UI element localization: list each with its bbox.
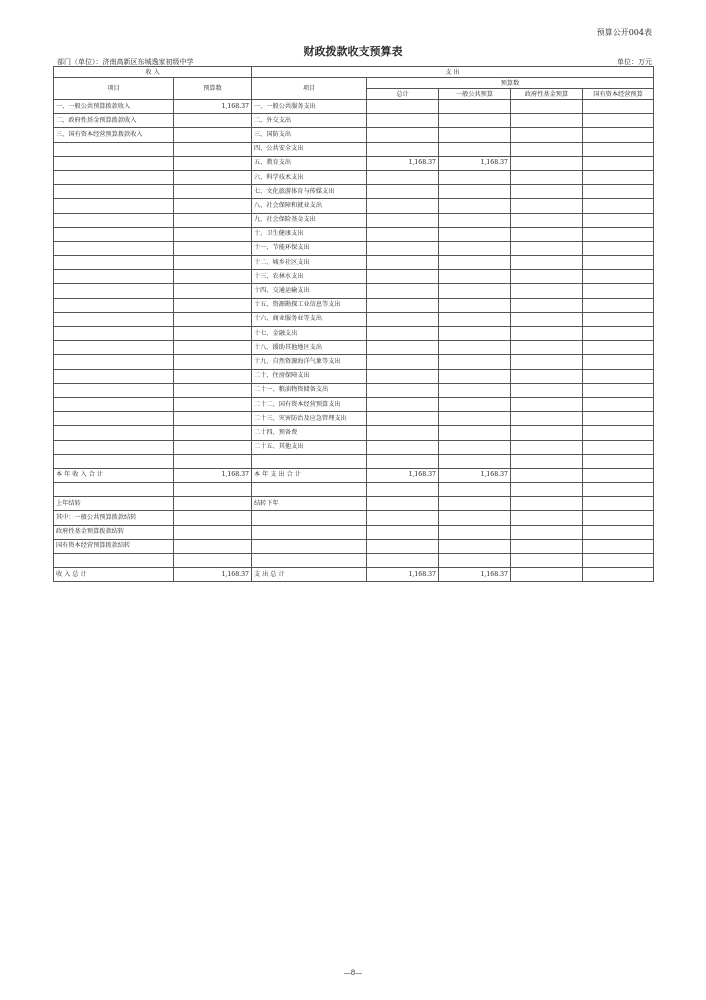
expense-item-cell: 十一、节能环保支出: [252, 241, 367, 255]
general-public-cell: [439, 327, 511, 341]
income-amount-cell: [174, 241, 252, 255]
income-item-cell: [54, 440, 174, 454]
table-row: [54, 369, 654, 383]
state-capital-cell: [583, 341, 654, 355]
table-row: [54, 312, 654, 326]
income-item-cell: [54, 454, 174, 468]
table-row: [54, 284, 654, 298]
total-cell: [367, 241, 439, 255]
expense-item-cell: 十九、自然资源海洋气象等支出: [252, 355, 367, 369]
income-item-cell: 收 入 总 计: [54, 568, 174, 582]
income-item-cell: [54, 327, 174, 341]
general-public-cell: [439, 100, 511, 114]
income-amount-cell: [174, 156, 252, 170]
gov-fund-cell: [511, 199, 583, 213]
page-title: 财政拨款收支预算表: [303, 45, 403, 58]
expense-item-cell: [252, 483, 367, 497]
gov-fund-cell: [511, 128, 583, 142]
gov-fund-cell: [511, 170, 583, 184]
total-cell: [367, 298, 439, 312]
general-public-cell: [439, 284, 511, 298]
income-amount-cell: [174, 256, 252, 270]
income-amount-cell: [174, 539, 252, 553]
income-item-cell: [54, 483, 174, 497]
general-public-cell: [439, 383, 511, 397]
budget-amount-group-header: 预算数: [367, 78, 654, 89]
general-public-cell: [439, 497, 511, 511]
total-cell: [367, 497, 439, 511]
gov-fund-cell: [511, 284, 583, 298]
general-public-cell: [439, 483, 511, 497]
state-capital-cell: [583, 114, 654, 128]
income-item-cell: [54, 383, 174, 397]
state-capital-cell: [583, 170, 654, 184]
gov-fund-cell: [511, 114, 583, 128]
income-amount-cell: [174, 383, 252, 397]
income-amount-cell: [174, 270, 252, 284]
total-cell: [367, 412, 439, 426]
expense-item-cell: 二十二、国有资本经营预算支出: [252, 397, 367, 411]
gov-fund-cell: [511, 298, 583, 312]
general-public-cell: [439, 397, 511, 411]
total-cell: [367, 199, 439, 213]
state-capital-header: 国有资本经营预算: [583, 89, 654, 100]
income-item-cell: [54, 369, 174, 383]
table-row: [54, 100, 654, 114]
general-public-cell: [439, 142, 511, 156]
gov-fund-cell: [511, 383, 583, 397]
gov-fund-cell: [511, 497, 583, 511]
table-row: [54, 554, 654, 568]
general-public-cell: 1,168.37: [439, 468, 511, 482]
table-row: [54, 525, 654, 539]
general-public-cell: [439, 511, 511, 525]
general-public-cell: [439, 170, 511, 184]
general-public-cell: [439, 270, 511, 284]
state-capital-cell: [583, 412, 654, 426]
income-amount-cell: [174, 185, 252, 199]
income-amount-cell: [174, 397, 252, 411]
income-amount-cell: [174, 142, 252, 156]
state-capital-cell: [583, 483, 654, 497]
expense-item-cell: 三、国防支出: [252, 128, 367, 142]
income-amount-cell: [174, 298, 252, 312]
income-item-cell: 上年结转: [54, 497, 174, 511]
gov-fund-cell: [511, 341, 583, 355]
gov-fund-cell: [511, 426, 583, 440]
income-item-cell: 二、政府性基金预算拨款收入: [54, 114, 174, 128]
expense-item-cell: [252, 525, 367, 539]
gov-fund-cell: [511, 369, 583, 383]
table-row: [54, 511, 654, 525]
income-item-cell: [54, 341, 174, 355]
table-row: [54, 568, 654, 582]
income-item-cell: [54, 412, 174, 426]
income-amount-cell: [174, 213, 252, 227]
state-capital-cell: [583, 539, 654, 553]
table-row: [54, 156, 654, 170]
income-amount-cell: [174, 369, 252, 383]
expense-item-cell: 六、科学技术支出: [252, 170, 367, 184]
state-capital-cell: [583, 199, 654, 213]
total-cell: 1,168.37: [367, 468, 439, 482]
income-amount-cell: [174, 412, 252, 426]
income-amount-cell: [174, 327, 252, 341]
state-capital-cell: [583, 100, 654, 114]
table-row: [54, 440, 654, 454]
income-item-cell: [54, 426, 174, 440]
total-cell: [367, 426, 439, 440]
total-cell: [367, 284, 439, 298]
expense-item-cell: [252, 511, 367, 525]
state-capital-cell: [583, 256, 654, 270]
expense-item-cell: 十六、商业服务业等支出: [252, 312, 367, 326]
gov-fund-header: 政府性基金预算: [511, 89, 583, 100]
income-item-header: 项目: [54, 78, 174, 100]
general-public-cell: [439, 185, 511, 199]
gov-fund-cell: [511, 241, 583, 255]
general-public-cell: [439, 412, 511, 426]
income-amount-cell: [174, 440, 252, 454]
total-cell: [367, 483, 439, 497]
total-cell: [367, 454, 439, 468]
total-cell: 1,168.37: [367, 156, 439, 170]
total-cell: [367, 128, 439, 142]
state-capital-cell: [583, 298, 654, 312]
expense-item-cell: 二十、住房保障支出: [252, 369, 367, 383]
income-item-cell: [54, 397, 174, 411]
income-amount-cell: [174, 284, 252, 298]
table-row: [54, 426, 654, 440]
general-public-cell: [439, 256, 511, 270]
state-capital-cell: [583, 270, 654, 284]
gov-fund-cell: [511, 100, 583, 114]
income-item-cell: 一、一般公共预算拨款收入: [54, 100, 174, 114]
income-amount-cell: [174, 114, 252, 128]
expense-group-header: 支 出: [252, 67, 654, 78]
table-row: [54, 241, 654, 255]
income-amount-cell: [174, 312, 252, 326]
general-public-cell: [439, 554, 511, 568]
expense-item-cell: 二十三、灾害防治及应急管理支出: [252, 412, 367, 426]
table-row: [54, 256, 654, 270]
income-amount-cell: [174, 483, 252, 497]
total-cell: [367, 185, 439, 199]
table-row: [54, 185, 654, 199]
table-row: [54, 383, 654, 397]
expense-item-cell: 七、文化旅游体育与传媒支出: [252, 185, 367, 199]
income-item-cell: [54, 156, 174, 170]
expense-item-cell: 十二、城乡社区支出: [252, 256, 367, 270]
general-public-cell: [439, 539, 511, 553]
state-capital-cell: [583, 327, 654, 341]
income-item-cell: [54, 256, 174, 270]
general-public-cell: [439, 298, 511, 312]
general-public-cell: [439, 227, 511, 241]
general-public-cell: [439, 114, 511, 128]
expense-item-cell: 一、一般公共服务支出: [252, 100, 367, 114]
table-row: [54, 227, 654, 241]
table-row: [54, 355, 654, 369]
expense-item-cell: 十四、交通运输支出: [252, 284, 367, 298]
table-row: [54, 327, 654, 341]
gov-fund-cell: [511, 397, 583, 411]
income-amount-cell: [174, 355, 252, 369]
table-row: [54, 199, 654, 213]
budget-table: [53, 66, 654, 582]
income-item-cell: 三、国有资本经营预算拨款收入: [54, 128, 174, 142]
expense-item-cell: 十八、援助其他地区支出: [252, 341, 367, 355]
unit-label: 单位：万元: [617, 58, 652, 66]
general-public-cell: 1,168.37: [439, 568, 511, 582]
table-row: [54, 397, 654, 411]
income-item-cell: [54, 199, 174, 213]
general-public-cell: [439, 241, 511, 255]
state-capital-cell: [583, 397, 654, 411]
gov-fund-cell: [511, 185, 583, 199]
gov-fund-cell: [511, 525, 583, 539]
table-row: [54, 170, 654, 184]
table-row: [54, 114, 654, 128]
total-cell: [367, 397, 439, 411]
total-cell: [367, 227, 439, 241]
gov-fund-cell: [511, 156, 583, 170]
table-row: [54, 539, 654, 553]
state-capital-cell: [583, 355, 654, 369]
general-public-cell: [439, 454, 511, 468]
total-cell: [367, 511, 439, 525]
table-row: [54, 298, 654, 312]
general-public-header: 一般公共预算: [439, 89, 511, 100]
income-amount-cell: [174, 511, 252, 525]
table-row: [54, 128, 654, 142]
gov-fund-cell: [511, 554, 583, 568]
income-amount-cell: [174, 525, 252, 539]
income-item-cell: [54, 298, 174, 312]
total-cell: [367, 355, 439, 369]
total-cell: 1,168.37: [367, 568, 439, 582]
income-item-cell: [54, 554, 174, 568]
total-cell: [367, 554, 439, 568]
table-row: [54, 497, 654, 511]
general-public-cell: [439, 341, 511, 355]
total-cell: [367, 213, 439, 227]
income-budget-header: 预算数: [174, 78, 252, 100]
expense-item-header: 项目: [252, 78, 367, 100]
income-amount-cell: [174, 497, 252, 511]
general-public-cell: [439, 128, 511, 142]
total-cell: [367, 525, 439, 539]
expense-item-cell: 二、外交支出: [252, 114, 367, 128]
expense-item-cell: 五、教育支出: [252, 156, 367, 170]
income-item-cell: 其中：一般公共预算拨款结转: [54, 511, 174, 525]
gov-fund-cell: [511, 483, 583, 497]
table-row: [54, 454, 654, 468]
expense-item-cell: 支 出 总 计: [252, 568, 367, 582]
state-capital-cell: [583, 383, 654, 397]
table-row: [54, 483, 654, 497]
state-capital-cell: [583, 227, 654, 241]
total-cell: [367, 383, 439, 397]
expense-item-cell: 二十四、预备费: [252, 426, 367, 440]
gov-fund-cell: [511, 468, 583, 482]
expense-item-cell: 结转下年: [252, 497, 367, 511]
general-public-cell: [439, 369, 511, 383]
gov-fund-cell: [511, 256, 583, 270]
total-cell: [367, 369, 439, 383]
income-group-header: 收 入: [54, 67, 252, 78]
expense-item-cell: 本 年 支 出 合 计: [252, 468, 367, 482]
table-row: [54, 213, 654, 227]
total-cell: [367, 312, 439, 326]
income-item-cell: [54, 284, 174, 298]
total-cell: [367, 170, 439, 184]
expense-item-cell: [252, 454, 367, 468]
expense-item-cell: 二十一、粮油物资储备支出: [252, 383, 367, 397]
state-capital-cell: [583, 554, 654, 568]
gov-fund-cell: [511, 355, 583, 369]
gov-fund-cell: [511, 412, 583, 426]
income-item-cell: [54, 270, 174, 284]
income-item-cell: [54, 241, 174, 255]
general-public-cell: 1,168.37: [439, 156, 511, 170]
income-amount-cell: [174, 554, 252, 568]
state-capital-cell: [583, 454, 654, 468]
general-public-cell: [439, 525, 511, 539]
total-header: 总计: [367, 89, 439, 100]
expense-item-cell: 四、公共安全支出: [252, 142, 367, 156]
general-public-cell: [439, 199, 511, 213]
gov-fund-cell: [511, 511, 583, 525]
expense-item-cell: 十七、金融支出: [252, 327, 367, 341]
state-capital-cell: [583, 128, 654, 142]
income-amount-cell: [174, 170, 252, 184]
table-row: [54, 341, 654, 355]
expense-item-cell: [252, 554, 367, 568]
expense-item-cell: 二十五、其他支出: [252, 440, 367, 454]
gov-fund-cell: [511, 227, 583, 241]
total-cell: [367, 100, 439, 114]
income-item-cell: [54, 312, 174, 326]
state-capital-cell: [583, 241, 654, 255]
total-cell: [367, 327, 439, 341]
state-capital-cell: [583, 568, 654, 582]
income-amount-cell: [174, 454, 252, 468]
state-capital-cell: [583, 525, 654, 539]
state-capital-cell: [583, 511, 654, 525]
general-public-cell: [439, 213, 511, 227]
general-public-cell: [439, 426, 511, 440]
gov-fund-cell: [511, 440, 583, 454]
table-row: [54, 142, 654, 156]
income-amount-cell: [174, 341, 252, 355]
table-row: [54, 468, 654, 482]
gov-fund-cell: [511, 312, 583, 326]
expense-item-cell: 十三、农林水支出: [252, 270, 367, 284]
income-amount-cell: [174, 128, 252, 142]
total-cell: [367, 256, 439, 270]
state-capital-cell: [583, 142, 654, 156]
gov-fund-cell: [511, 213, 583, 227]
state-capital-cell: [583, 440, 654, 454]
general-public-cell: [439, 440, 511, 454]
income-item-cell: 国有资本经营预算拨款结转: [54, 539, 174, 553]
state-capital-cell: [583, 468, 654, 482]
total-cell: [367, 440, 439, 454]
gov-fund-cell: [511, 454, 583, 468]
expense-item-cell: 十、卫生健康支出: [252, 227, 367, 241]
income-amount-cell: 1,168.37: [174, 568, 252, 582]
gov-fund-cell: [511, 270, 583, 284]
table-row: [54, 412, 654, 426]
income-item-cell: [54, 213, 174, 227]
general-public-cell: [439, 355, 511, 369]
income-item-cell: [54, 142, 174, 156]
state-capital-cell: [583, 156, 654, 170]
total-cell: [367, 539, 439, 553]
expense-item-cell: 八、社会保障和就业支出: [252, 199, 367, 213]
income-item-cell: [54, 170, 174, 184]
department-label: 部门（单位）：济南高新区东城逸家初级中学: [57, 58, 194, 66]
income-item-cell: 政府性基金预算拨款结转: [54, 525, 174, 539]
expense-item-cell: 九、社会保险基金支出: [252, 213, 367, 227]
expense-item-cell: [252, 539, 367, 553]
total-cell: [367, 114, 439, 128]
income-amount-cell: [174, 227, 252, 241]
income-item-cell: 本 年 收 入 合 计: [54, 468, 174, 482]
table-code: 预算公开004表: [596, 28, 652, 37]
income-item-cell: [54, 185, 174, 199]
total-cell: [367, 270, 439, 284]
income-amount-cell: 1,168.37: [174, 100, 252, 114]
gov-fund-cell: [511, 568, 583, 582]
gov-fund-cell: [511, 539, 583, 553]
page-number: —8—: [343, 969, 363, 977]
state-capital-cell: [583, 426, 654, 440]
table-row: [54, 270, 654, 284]
state-capital-cell: [583, 185, 654, 199]
state-capital-cell: [583, 213, 654, 227]
state-capital-cell: [583, 284, 654, 298]
income-amount-cell: [174, 199, 252, 213]
income-amount-cell: [174, 426, 252, 440]
state-capital-cell: [583, 497, 654, 511]
expense-item-cell: 十五、资源勘探工业信息等支出: [252, 298, 367, 312]
income-item-cell: [54, 355, 174, 369]
state-capital-cell: [583, 369, 654, 383]
income-item-cell: [54, 227, 174, 241]
income-amount-cell: 1,168.37: [174, 468, 252, 482]
total-cell: [367, 142, 439, 156]
total-cell: [367, 341, 439, 355]
general-public-cell: [439, 312, 511, 326]
gov-fund-cell: [511, 327, 583, 341]
gov-fund-cell: [511, 142, 583, 156]
state-capital-cell: [583, 312, 654, 326]
